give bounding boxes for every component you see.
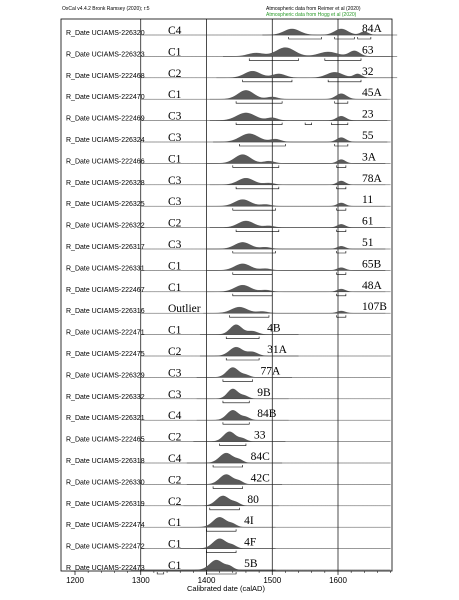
context-code: 84A (362, 23, 382, 35)
sample-label: R_Date UCIAMS-226316 (66, 308, 145, 316)
context-code: 61 (362, 215, 374, 228)
context-code: 33 (253, 429, 266, 442)
context-code: 32 (362, 65, 374, 78)
group-label: C1 (168, 153, 182, 166)
context-code: 84B (257, 408, 277, 421)
group-label: C4 (168, 25, 182, 37)
group-label: C3 (168, 132, 182, 144)
context-code: 4I (244, 515, 254, 528)
group-label: C2 (168, 217, 182, 230)
x-tick-label: 1200 (66, 576, 84, 585)
context-code: 48A (362, 279, 382, 292)
sample-label: R_Date UCIAMS-222474 (66, 522, 145, 530)
context-code: 3A (362, 151, 377, 164)
group-label: C3 (168, 174, 182, 187)
context-code: 23 (362, 108, 374, 121)
x-tick-label: 1400 (197, 576, 216, 585)
group-label: C4 (168, 410, 182, 423)
atmospheric-data-annotation-2: Atmospheric data from Hogg et al (2020) (266, 12, 357, 18)
context-code: 55 (362, 130, 374, 142)
context-code: 65B (362, 258, 382, 271)
sample-label: R_Date UCIAMS-222475 (66, 351, 145, 358)
group-label: C1 (168, 89, 182, 102)
group-label: C3 (168, 196, 182, 209)
sample-label: R_Date UCIAMS-226324 (66, 137, 145, 144)
group-label: Outlier (168, 303, 201, 316)
sample-label: R_Date UCIAMS-226318 (66, 458, 145, 465)
context-code: 11 (362, 194, 374, 207)
group-label: C2 (168, 346, 182, 358)
sample-label: R_Date UCIAMS-222473 (66, 565, 145, 572)
sample-label: R_Date UCIAMS-226332 (66, 393, 145, 401)
x-tick-label: 1300 (131, 576, 150, 585)
group-label: C2 (168, 431, 182, 444)
sample-label: R_Date UCIAMS-222468 (66, 72, 145, 80)
sample-label: R_Date UCIAMS-222469 (66, 115, 145, 123)
context-code: 42C (250, 472, 270, 485)
group-label: C1 (168, 260, 182, 273)
sample-label: R_Date UCIAMS-226329 (66, 372, 145, 380)
context-code: 80 (247, 493, 259, 506)
atmospheric-data-annotation-1: Atmospheric data from Reimer et al (2020) (266, 6, 361, 12)
sample-label: R_Date UCIAMS-222466 (66, 158, 145, 166)
sample-label: R_Date UCIAMS-226331 (66, 265, 145, 273)
sample-label: R_Date UCIAMS-222472 (66, 543, 145, 551)
x-tick-label: 1500 (263, 576, 282, 585)
group-label: C2 (168, 67, 182, 80)
sample-label: R_Date UCIAMS-222467 (66, 286, 145, 294)
context-code: 4B (267, 322, 281, 335)
x-axis-title: Calibrated date (calAD) (187, 584, 265, 593)
context-code: 5B (244, 558, 258, 570)
group-label: C1 (168, 560, 182, 572)
sample-label: R_Date UCIAMS-222470 (66, 94, 145, 102)
context-code: 77A (260, 365, 281, 378)
context-code: 4F (244, 536, 257, 549)
group-label: C1 (168, 538, 182, 551)
context-code: 63 (362, 44, 374, 57)
context-code: 9B (257, 386, 271, 399)
group-label: C1 (168, 46, 182, 59)
x-tick-label: 1600 (329, 576, 347, 585)
group-label: C3 (168, 239, 182, 251)
sample-label: R_Date UCIAMS-222465 (66, 436, 145, 444)
sample-label: R_Date UCIAMS-226323 (66, 51, 145, 59)
group-label: C1 (168, 324, 182, 337)
context-code: 107B (362, 301, 387, 314)
sample-label: R_Date UCIAMS-226317 (66, 244, 145, 251)
oxcal-header: OxCal v4.4.2 Bronk Ramsey (2020); r:5 (62, 6, 150, 12)
context-code: 45A (362, 87, 382, 100)
context-code: 31A (267, 344, 287, 356)
context-code: 84C (250, 451, 270, 463)
sample-label: R_Date UCIAMS-226325 (66, 201, 145, 209)
group-label: C3 (168, 110, 182, 123)
sample-label: R_Date UCIAMS-226330 (66, 479, 145, 487)
sample-label: R_Date UCIAMS-226319 (66, 500, 145, 508)
group-label: C3 (168, 367, 182, 380)
group-label: C1 (168, 281, 182, 294)
sample-label: R_Date UCIAMS-226320 (66, 30, 145, 37)
sample-label: R_Date UCIAMS-222471 (66, 329, 145, 337)
sample-label: R_Date UCIAMS-226321 (66, 415, 145, 423)
group-label: C1 (168, 517, 182, 530)
group-label: C2 (168, 495, 182, 508)
group-label: C2 (168, 474, 182, 487)
context-code: 51 (362, 237, 374, 249)
group-label: C3 (168, 388, 182, 401)
sample-label: R_Date UCIAMS-226328 (66, 179, 145, 187)
context-code: 78A (362, 172, 382, 185)
sample-label: R_Date UCIAMS-226322 (66, 222, 145, 230)
group-label: C4 (168, 453, 182, 465)
